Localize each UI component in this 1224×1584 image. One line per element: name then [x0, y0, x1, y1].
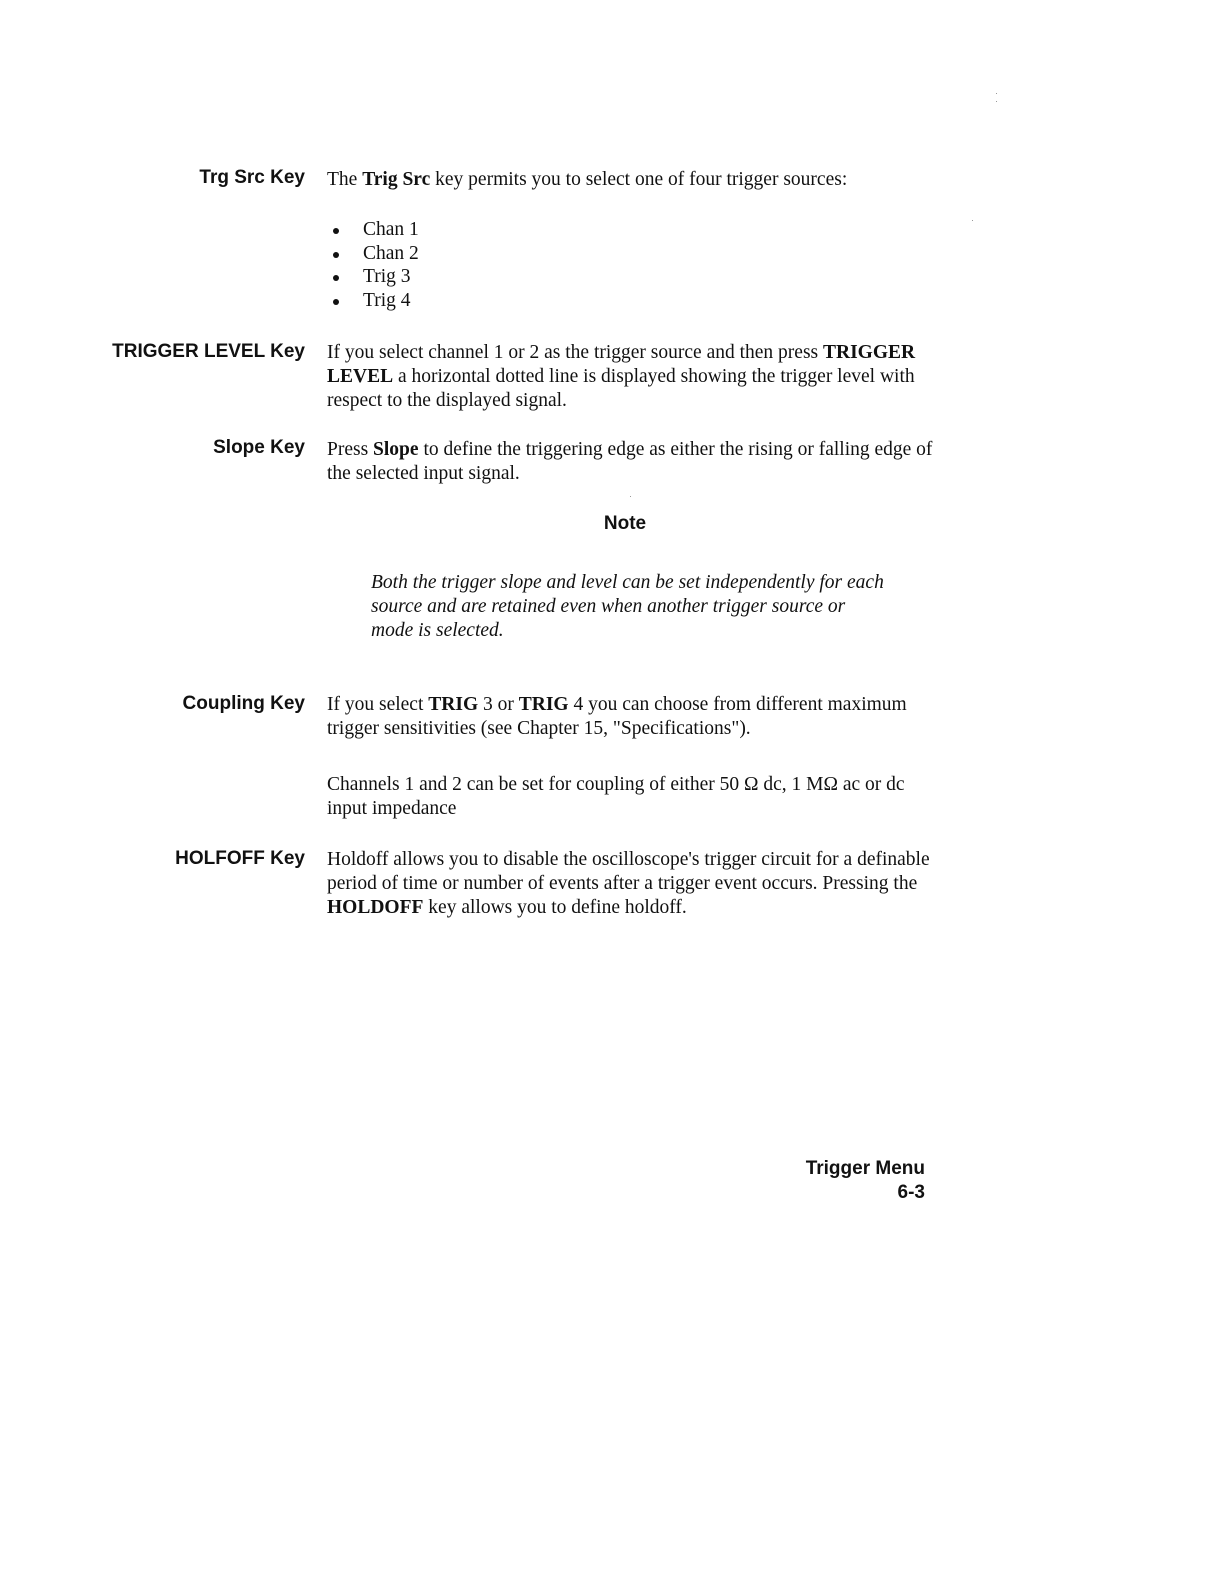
note-text [371, 571, 891, 643]
trigger-level-line-2 [327, 365, 937, 389]
trigger-level-line-1 [327, 341, 937, 365]
section-label-trg-src: Trg Src Key [199, 167, 305, 188]
slope-description [327, 438, 937, 486]
note-line-2: source and are retained even when another trigger source or [371, 596, 846, 617]
slope-text-pre: Press [327, 439, 374, 460]
trg-src-description [327, 168, 937, 192]
scan-speck [996, 93, 997, 94]
list-item: Trig 3 [327, 265, 419, 289]
coupling-p1-pre: If you select [327, 694, 429, 715]
trigger-level-description [327, 341, 937, 413]
trg-src-text-post: key permits you to select one of four trigger sources: [430, 169, 848, 190]
trigger-level-key-name-part2: LEVEL [327, 366, 394, 387]
holdoff-text-post: key allows you to define holdoff. [423, 897, 687, 918]
coupling-p1-post: 4 you can choose from different maximum trigger sensitivities (see Chapter 15, "Specifications"). [327, 694, 907, 739]
coupling-trig-label-2: TRIG [518, 694, 569, 715]
holdoff-description [327, 848, 937, 920]
trigger-level-line2-post: a horizontal dotted line is displayed showing the trigger level with [393, 366, 915, 387]
coupling-paragraph-1 [327, 693, 937, 741]
trg-src-text-pre: The [327, 169, 363, 190]
coupling-paragraph-2: Channels 1 and 2 can be set for coupling of either 50 Ω dc, 1 MΩ ac or dc input impedance [327, 774, 905, 819]
scan-speck [996, 101, 997, 102]
note-line-3: mode is selected. [371, 620, 504, 641]
scan-speck [630, 496, 631, 497]
list-item: Chan 1 [327, 218, 419, 242]
trigger-level-key-name-part1: TRIGGER [823, 342, 916, 363]
note-heading: Note [603, 513, 647, 534]
note-line-1: Both the trigger slope and level can be set independently for each [371, 572, 884, 593]
slope-key-name: Slope [373, 439, 419, 460]
slope-text-post: to define the triggering edge as either the rising or falling edge of the selected input signal. [327, 439, 933, 484]
trigger-level-line-3: respect to the displayed signal. [327, 390, 567, 411]
footer-page-number: 6-3 [897, 1182, 925, 1203]
scan-speck [972, 220, 973, 221]
coupling-trig-label-1: TRIG [428, 694, 479, 715]
footer-chapter-title: Trigger Menu [805, 1158, 925, 1179]
trg-src-key-name: Trig Src [362, 169, 431, 190]
coupling-p1-mid: 3 or [478, 694, 519, 715]
list-item: Trig 4 [327, 289, 419, 313]
section-label-coupling: Coupling Key [182, 693, 305, 714]
section-label-trigger-level: TRIGGER LEVEL Key [112, 341, 305, 362]
section-label-holdoff: HOLFOFF Key [175, 848, 305, 869]
list-item: Chan 2 [327, 242, 419, 266]
trigger-level-line1-pre: If you select channel 1 or 2 as the trigger source and then press [327, 342, 823, 363]
section-label-slope: Slope Key [213, 437, 305, 458]
trigger-source-list [327, 218, 419, 312]
holdoff-text-pre: Holdoff allows you to disable the oscilloscope's trigger circuit for a definable period of time or number of events after a trigger event occurs. Pressing the [327, 849, 930, 894]
holdoff-key-name: HOLDOFF [327, 897, 424, 918]
